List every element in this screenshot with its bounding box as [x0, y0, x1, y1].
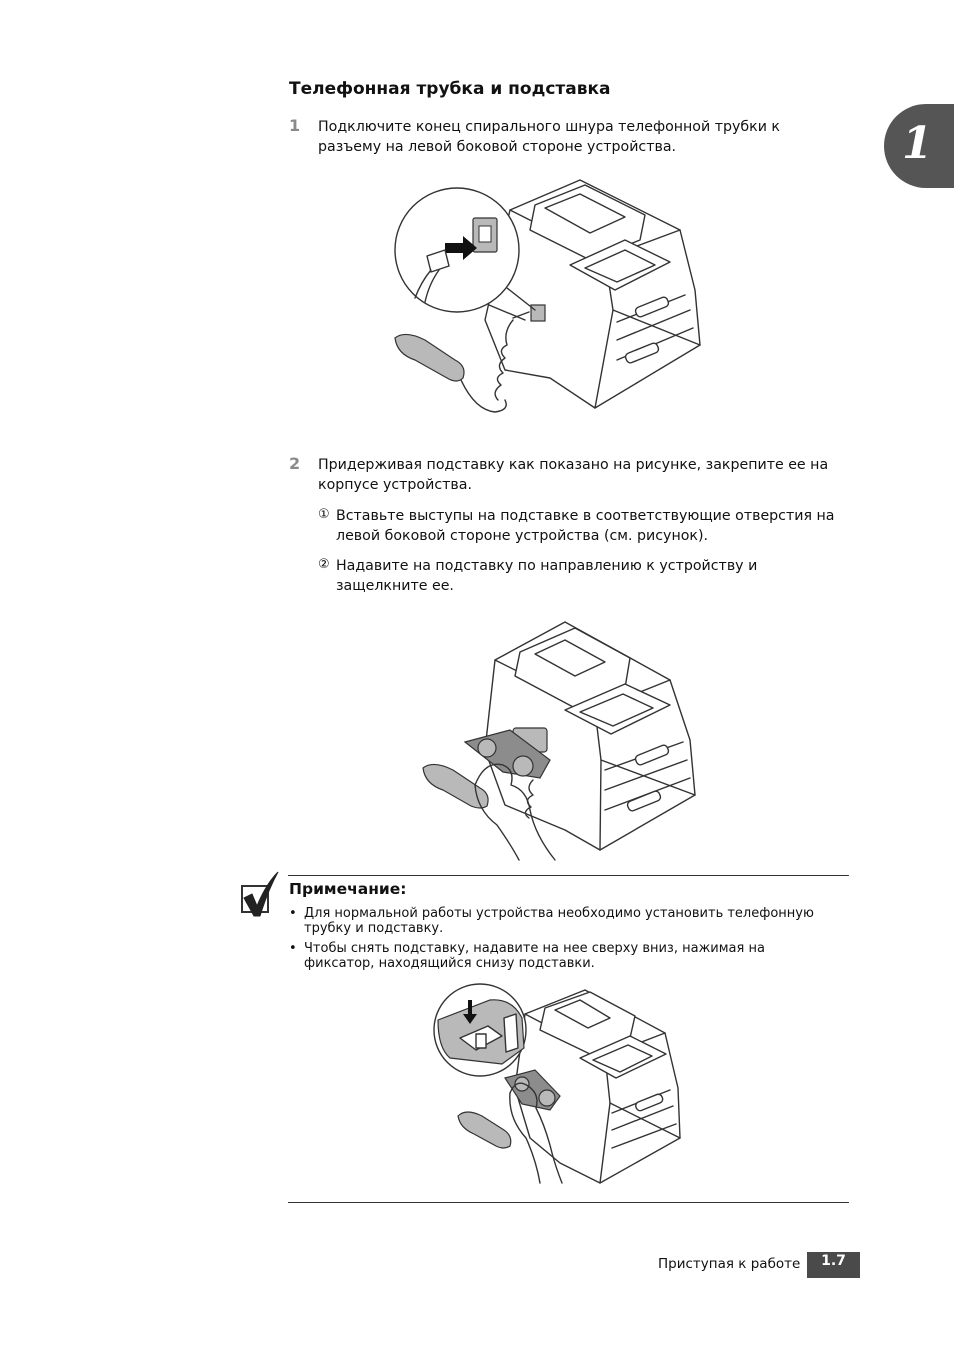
step-1-text [318, 117, 780, 157]
step-2-number: 2 [289, 454, 301, 473]
substep-1-text [336, 506, 834, 546]
note-bullet-2-line-1: Чтобы снять подставку, надавите на нее сверху вниз, нажимая на [304, 941, 765, 956]
substep-1-line-1: Вставьте выступы на подставке в соответствующие отверстия на [336, 508, 835, 524]
step-1-line-1: Подключите конец спирального шнура телефонной трубки к [318, 119, 781, 135]
step-2-text [318, 455, 828, 495]
note-bullet-2 [304, 941, 765, 971]
substep-2-line-1: Надавите на подставку по направлению к устройству и [336, 558, 758, 574]
note-top-rule [288, 875, 849, 876]
note-bullet-2-line-2: фиксатор, находящийся снизу подставки. [304, 956, 595, 971]
note-bullet-1-line-2: трубку и подставку. [304, 921, 444, 936]
section-title: Телефонная трубка и подставка [289, 79, 611, 99]
illustration-handset-cord-connection [385, 170, 715, 420]
illustration-attach-cradle [415, 610, 705, 865]
note-title: Примечание: [289, 880, 407, 898]
page-number: 1.7 [821, 1253, 846, 1269]
note-bullet-1 [304, 906, 814, 936]
chapter-number: 1 [902, 118, 933, 169]
note-bullet-2-dot: • [289, 941, 297, 956]
illustration-remove-cradle [430, 978, 685, 1188]
note-checkmark-icon [238, 868, 282, 920]
step-1-number: 1 [289, 116, 301, 135]
note-bottom-rule [288, 1202, 849, 1203]
substep-2-text [336, 556, 757, 596]
step-2-line-1: Придерживая подставку как показано на рисунке, закрепите ее на [318, 457, 829, 473]
substep-2-mark: ② [318, 557, 330, 572]
substep-2-line-2: защелкните ее. [336, 578, 454, 594]
footer-section-label: Приступая к работе [658, 1256, 801, 1272]
note-bullet-1-line-1: Для нормальной работы устройства необходимо установить телефонную [304, 906, 814, 921]
step-1-line-2: разъему на левой боковой стороне устройства. [318, 139, 677, 155]
note-bullet-1-dot: • [289, 906, 297, 921]
substep-1-mark: ① [318, 507, 330, 522]
substep-1-line-2: левой боковой стороне устройства (см. рисунок). [336, 528, 709, 544]
step-2-line-2: корпусе устройства. [318, 477, 472, 493]
